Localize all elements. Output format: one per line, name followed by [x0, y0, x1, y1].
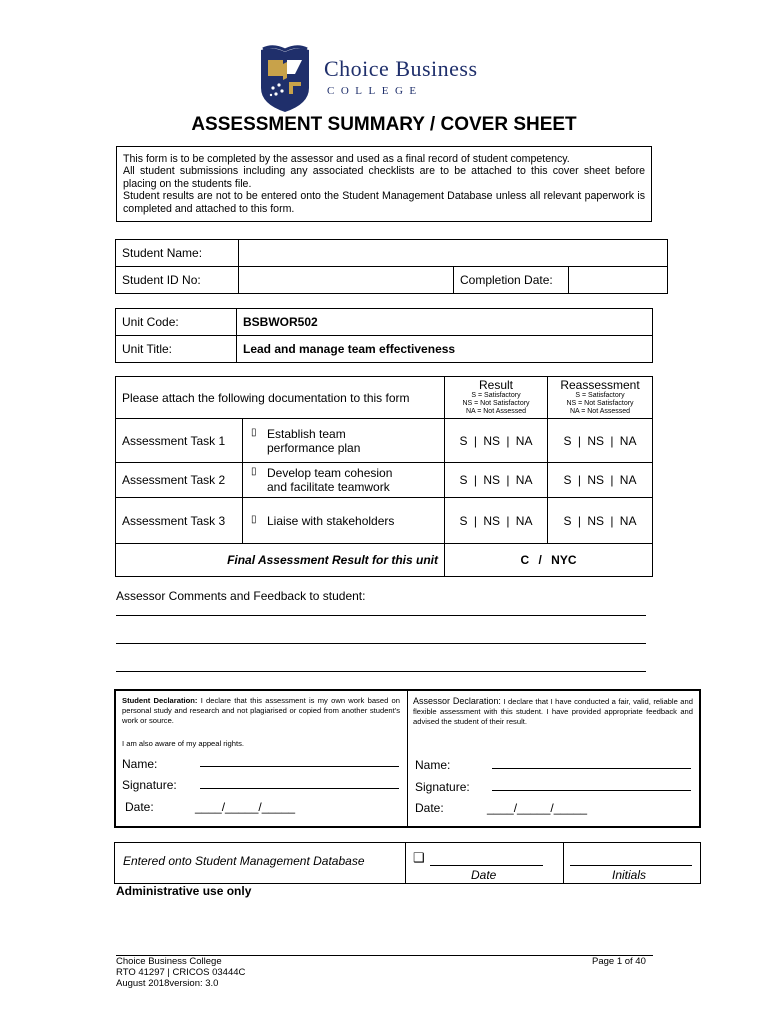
student-signature-line[interactable] — [200, 778, 399, 789]
admin-divider — [405, 842, 406, 884]
declarations-divider — [407, 691, 408, 826]
legend-na: NA = Not Assessed — [569, 408, 631, 415]
assessor-signature-label: Signature: — [415, 780, 470, 794]
admin-date-label: Date — [471, 868, 497, 882]
checkbox-icon[interactable]: ❑ — [413, 850, 425, 865]
intro-line-2: All student submissions including any associated checklists are to be attached to this cover sheet before placing on the students file. — [123, 165, 645, 190]
legend-ns: NS = Not Satisfactory — [462, 400, 530, 407]
comment-line[interactable] — [116, 615, 646, 616]
student-name-label: Student Name: — [116, 240, 239, 267]
task-name: Assessment Task 3 — [116, 498, 243, 544]
unit-details-table — [115, 308, 653, 363]
attach-docs-label: Please attach the following documentation to this form — [116, 377, 445, 419]
result-header-title: Result — [478, 378, 513, 392]
assessor-declaration-text — [413, 696, 693, 727]
completion-date-label: Completion Date: — [454, 267, 569, 294]
legend-ns: NS = Not Satisfactory — [566, 400, 634, 407]
assessor-declaration-body: I declare that I have conducted a fair, valid, reliable and flexible assessment with this student. I have provided appropriate feedback and advised the student of their result. — [413, 697, 693, 726]
assessor-declaration-heading: Assessor Declaration: — [413, 696, 501, 706]
checkbox-icon[interactable]: ▯ — [251, 466, 257, 477]
final-result-options[interactable]: C / NYC — [445, 544, 653, 577]
task-description — [243, 498, 445, 544]
table-row — [116, 419, 653, 463]
footer-college: Choice Business College — [116, 956, 222, 967]
admin-initials-label: Initials — [612, 868, 647, 882]
assessor-date-label: Date: — [415, 801, 444, 815]
assessor-name-line[interactable] — [492, 758, 691, 769]
task-result-options[interactable]: S | NS | NA — [445, 463, 548, 498]
admin-use-only-label: Administrative use only — [116, 884, 252, 898]
task-result-options[interactable]: S | NS | NA — [445, 498, 548, 544]
college-logo-subtitle: COLLEGE — [327, 85, 423, 97]
student-signature-label: Signature: — [122, 778, 177, 792]
table-row — [116, 463, 653, 498]
assessor-name-label: Name: — [415, 758, 451, 772]
student-id-label: Student ID No: — [116, 267, 239, 294]
footer-rto: RTO 41297 | CRICOS 03444C — [116, 967, 246, 978]
student-date-field[interactable]: ____/_____/_____ — [195, 800, 296, 814]
task-name: Assessment Task 1 — [116, 419, 243, 463]
page-title: ASSESSMENT SUMMARY / COVER SHEET — [191, 114, 577, 135]
entered-database-label: Entered onto Student Management Database — [123, 854, 365, 868]
task-description — [243, 463, 445, 498]
assessor-signature-line[interactable] — [492, 780, 691, 791]
task-reassessment-options[interactable]: S | NS | NA — [548, 419, 653, 463]
comments-label: Assessor Comments and Feedback to student: — [116, 589, 366, 603]
student-details-table — [115, 239, 668, 294]
task-desc-line-1: Develop team cohesion — [267, 466, 393, 480]
task-description — [243, 419, 445, 463]
final-result-label: Final Assessment Result for this unit — [116, 544, 445, 577]
task-reassessment-options[interactable]: S | NS | NA — [548, 498, 653, 544]
intro-line-3: Student results are not to be entered onto the Student Management Database unless all relevant paperwork is completed and attached to this form. — [123, 190, 645, 215]
comment-line[interactable] — [116, 671, 646, 672]
appeal-rights-text: I am also aware of my appeal rights. — [122, 739, 244, 748]
assessor-date-field[interactable]: ____/_____/_____ — [487, 801, 588, 815]
admin-date-line[interactable] — [430, 865, 543, 866]
student-name-field[interactable] — [239, 240, 668, 267]
reassessment-header — [548, 377, 653, 419]
intro-box — [116, 146, 652, 222]
student-name-line[interactable] — [200, 756, 399, 767]
unit-title-label: Unit Title: — [116, 336, 237, 363]
footer-left — [116, 956, 245, 989]
task-desc-line-2: and facilitate teamwork — [267, 480, 390, 494]
admin-initials-line[interactable] — [570, 865, 692, 866]
checkbox-icon[interactable]: ▯ — [251, 426, 257, 438]
student-declaration-body: I declare that this assessment is my own work based on personal study and research and not plagiarised or copied from another student's work or source. — [122, 696, 400, 725]
unit-code-label: Unit Code: — [116, 309, 237, 336]
unit-code-value: BSBWOR502 — [237, 309, 653, 336]
completion-date-field[interactable] — [569, 267, 668, 294]
college-logo-shield-icon — [259, 44, 311, 114]
task-desc-line-1: Establish team — [267, 426, 346, 441]
task-reassessment-options[interactable]: S | NS | NA — [548, 463, 653, 498]
student-name-label: Name: — [122, 757, 158, 771]
unit-title-value: Lead and manage team effectiveness — [237, 336, 653, 363]
task-name: Assessment Task 2 — [116, 463, 243, 498]
task-result-options[interactable]: S | NS | NA — [445, 419, 548, 463]
task-desc-line-2: performance plan — [267, 440, 361, 455]
result-header — [445, 377, 548, 419]
comment-line[interactable] — [116, 643, 646, 644]
task-desc-line-1: Liaise with stakeholders — [267, 513, 395, 528]
legend-s: S = Satisfactory — [471, 392, 521, 399]
intro-line-1: This form is to be completed by the assessor and used as a final record of student competency. — [123, 153, 570, 165]
footer-page-number: Page 1 of 40 — [592, 956, 646, 967]
student-id-field[interactable] — [239, 267, 454, 294]
assessment-results-table — [115, 376, 653, 577]
admin-divider — [563, 842, 564, 884]
reassessment-header-title: Reassessment — [560, 378, 640, 392]
footer-version: August 2018version: 3.0 — [116, 978, 219, 989]
student-declaration-text — [122, 696, 400, 726]
student-date-label: Date: — [125, 800, 154, 814]
legend-s: S = Satisfactory — [575, 392, 625, 399]
legend-na: NA = Not Assessed — [465, 408, 527, 415]
checkbox-icon[interactable]: ▯ — [251, 513, 257, 525]
college-logo-name: Choice Business — [324, 56, 478, 81]
student-declaration-heading: Student Declaration: — [122, 696, 198, 705]
table-row — [116, 498, 653, 544]
